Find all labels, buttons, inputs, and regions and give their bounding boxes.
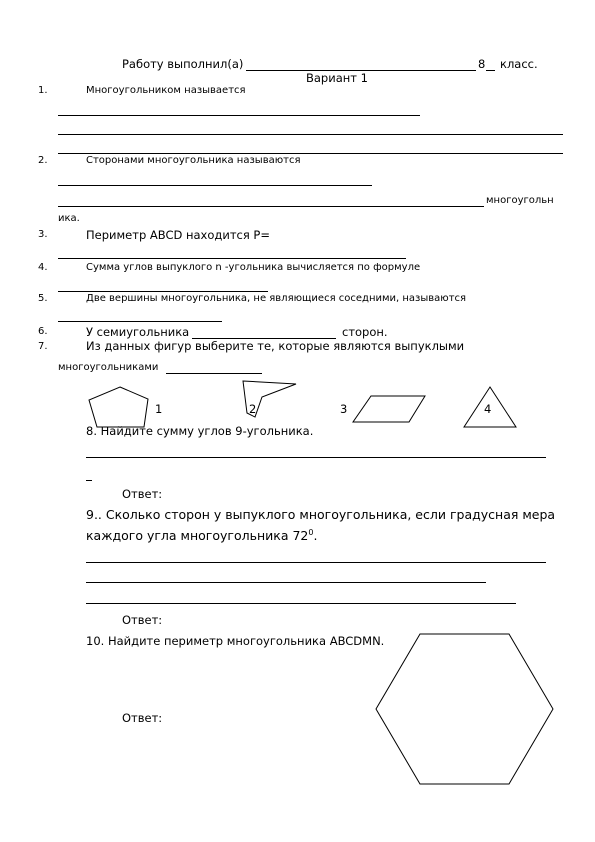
q9-answer-line-2[interactable] — [86, 582, 486, 583]
grade-line[interactable] — [486, 70, 495, 71]
q4-answer-line[interactable] — [58, 291, 268, 292]
figure-hexagon — [376, 634, 553, 784]
q1-number: 1. — [38, 85, 48, 96]
figure-1-label: 1 — [155, 402, 163, 416]
q9-text-main: каждого угла многоугольника 72 — [86, 528, 309, 544]
q5-answer-line[interactable] — [58, 321, 222, 322]
q1-answer-line-3[interactable] — [58, 153, 563, 154]
q3-number: 3. — [38, 229, 48, 240]
q2-number: 2. — [38, 155, 48, 166]
q9-degree-sup: 0 — [308, 528, 314, 537]
q2-text: Сторонами многоугольника называются — [86, 155, 301, 166]
grade-suffix: класс. — [500, 57, 538, 71]
q2-answer-line-2[interactable] — [58, 206, 484, 207]
q9-answer-line-1[interactable] — [86, 562, 546, 563]
q3-answer-line[interactable] — [58, 258, 406, 259]
q4-text: Сумма углов выпуклого n -угольника вычисляется по формуле — [86, 262, 421, 273]
figure-1-pentagon — [89, 387, 148, 427]
q6-text-a: У семиугольника — [86, 325, 190, 339]
figure-4-label: 4 — [484, 402, 492, 416]
q8-text: 8. Найдите сумму углов 9-угольника. — [86, 424, 314, 438]
q9-text-line-1: 9.. Сколько сторон у выпуклого многоугольника, если градусная мера — [86, 507, 556, 522]
q5-number: 5. — [38, 293, 48, 304]
q9-answer-label: Ответ: — [122, 613, 163, 627]
q2-wrap-text: ика. — [58, 213, 80, 224]
q9-text-line-2 — [86, 528, 317, 543]
q9-answer-line-3[interactable] — [86, 603, 516, 604]
q7-answer-line[interactable] — [166, 373, 262, 374]
grade-prefix: 8 — [478, 57, 486, 71]
variant-title: Вариант 1 — [306, 71, 368, 85]
q9-text-dot: . — [313, 528, 318, 544]
q5-text: Две вершины многоугольника, не являющиеся соседними, называются — [86, 293, 467, 304]
q10-answer-label: Ответ: — [122, 711, 163, 725]
author-label: Работу выполнил(а) — [122, 57, 244, 71]
q8-answer-line[interactable] — [86, 457, 546, 458]
q2-tail-text: многоугольн — [486, 195, 554, 206]
q3-text: Периметр ABCD находится P= — [86, 228, 270, 242]
q1-answer-line-1[interactable] — [58, 115, 420, 116]
q7-number: 7. — [38, 341, 48, 352]
figure-2-label: 2 — [249, 402, 257, 416]
q7-text-2: многоугольниками — [58, 362, 159, 373]
figure-3-parallelogram — [353, 396, 425, 422]
q4-number: 4. — [38, 262, 48, 273]
q1-answer-line-2[interactable] — [58, 134, 563, 135]
q10-text: 10. Найдите периметр многоугольника ABCDMN. — [86, 634, 385, 648]
q7-text: Из данных фигур выберите те, которые являются выпуклыми — [86, 339, 465, 353]
q6-number: 6. — [38, 326, 48, 337]
q6-text-b: сторон. — [342, 325, 388, 339]
q1-text: Многоугольником называется — [86, 85, 246, 96]
q2-answer-line-1[interactable] — [58, 185, 372, 186]
q8-answer-line-short[interactable] — [86, 480, 92, 481]
figure-3-label: 3 — [340, 402, 348, 416]
q8-answer-label: Ответ: — [122, 487, 163, 501]
